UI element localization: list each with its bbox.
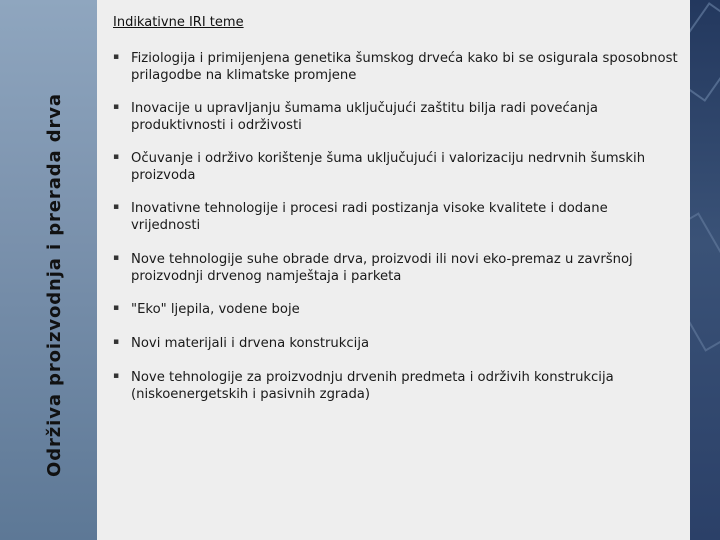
bullet-marker: ▪ bbox=[113, 202, 120, 212]
bullet-marker: ▪ bbox=[113, 52, 120, 62]
list-item bbox=[113, 50, 678, 84]
list-item-text: Nove tehnologije za proizvodnju drvenih predmeta i održivih konstrukcija (niskoenergetskih i pasivnih zgrada) bbox=[131, 370, 614, 402]
right-decorative-background bbox=[690, 0, 720, 540]
bullet-marker: ▪ bbox=[113, 152, 120, 162]
list-item bbox=[113, 369, 678, 403]
list-item bbox=[113, 301, 678, 318]
list-item bbox=[113, 100, 678, 134]
bullet-marker: ▪ bbox=[113, 253, 120, 263]
list-item-text: Inovacije u upravljanju šumama uključujući zaštitu bilja radi povećanja produktivnosti i održivosti bbox=[131, 101, 598, 133]
list-item-text: Nove tehnologije suhe obrade drva, proizvodi ili novi eko-premaz u završnoj proizvodnji drvenog namještaja i parketa bbox=[131, 252, 633, 284]
list-item bbox=[113, 200, 678, 234]
bullet-marker: ▪ bbox=[113, 371, 120, 381]
bullet-marker: ▪ bbox=[113, 303, 120, 313]
bullet-marker: ▪ bbox=[113, 337, 120, 347]
list-item-text: Fiziologija i primijenjena genetika šumskog drveća kako bi se osigurala sposobnost prilagodbe na klimatske promjene bbox=[131, 51, 678, 83]
bullet-marker: ▪ bbox=[113, 102, 120, 112]
side-title: Održiva proizvodnja i prerada drva bbox=[44, 93, 65, 477]
list-item-text: "Eko" ljepila, vodene boje bbox=[131, 302, 300, 317]
list-item-text: Očuvanje i održivo korištenje šuma uključujući i valorizaciju nedrvnih šumskih proizvoda bbox=[131, 151, 646, 183]
list-item bbox=[113, 150, 678, 184]
list-item bbox=[113, 251, 678, 285]
slide-heading: Indikativne IRI teme bbox=[113, 15, 244, 30]
list-item-text: Novi materijali i drvena konstrukcija bbox=[131, 336, 370, 351]
list-item bbox=[113, 335, 678, 352]
list-item-text: Inovativne tehnologije i procesi radi postizanja visoke kvalitete i dodane vrijednosti bbox=[131, 201, 608, 233]
